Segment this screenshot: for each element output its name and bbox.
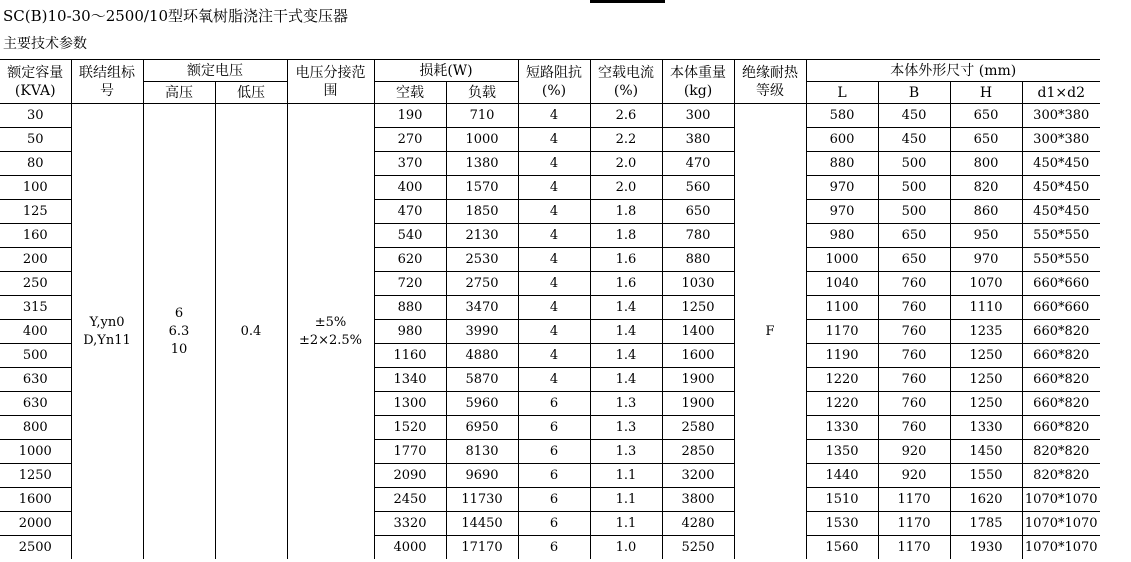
header-capacity: 额定容量 (KVA): [0, 60, 71, 104]
cell-dim-h: 650: [950, 104, 1022, 128]
cell-weight: 880: [662, 248, 734, 272]
cell-no-load-loss: 1160: [374, 344, 446, 368]
cell-no-load-loss: 470: [374, 200, 446, 224]
cell-no-load-current: 1.1: [590, 488, 662, 512]
cell-impedance: 6: [518, 464, 590, 488]
cell-no-load-loss: 1340: [374, 368, 446, 392]
section-subtitle: 主要技术参数: [3, 36, 87, 52]
cell-weight: 1400: [662, 320, 734, 344]
cell-dim-l: 1350: [806, 440, 878, 464]
cell-impedance: 4: [518, 248, 590, 272]
header-weight: 本体重量 (kg): [662, 60, 734, 104]
cell-dim-b: 760: [878, 392, 950, 416]
cell-dim-d: 660*820: [1022, 320, 1100, 344]
cell-weight: 470: [662, 152, 734, 176]
cell-dim-b: 650: [878, 224, 950, 248]
cell-dim-l: 1100: [806, 296, 878, 320]
cell-dim-h: 1235: [950, 320, 1022, 344]
cell-dim-d: 1070*1070: [1022, 488, 1100, 512]
cell-dim-b: 1170: [878, 536, 950, 560]
cell-weight: 380: [662, 128, 734, 152]
cell-load-loss: 2130: [446, 224, 518, 248]
cell-dim-l: 1170: [806, 320, 878, 344]
header-low-voltage: 低压: [215, 82, 287, 104]
cell-load-loss: 1850: [446, 200, 518, 224]
cell-no-load-current: 1.1: [590, 512, 662, 536]
cell-dim-b: 760: [878, 344, 950, 368]
cell-dim-d: 550*550: [1022, 248, 1100, 272]
cell-dim-h: 650: [950, 128, 1022, 152]
cell-no-load-current: 1.4: [590, 320, 662, 344]
cell-capacity: 30: [0, 104, 71, 128]
header-tap-range: 电压分接范 围: [287, 60, 374, 104]
cell-load-loss: 5870: [446, 368, 518, 392]
header-row-1: [0, 60, 1100, 82]
cell-dim-d: 1070*1070: [1022, 512, 1100, 536]
top-rule: [590, 0, 665, 3]
cell-dim-h: 1250: [950, 344, 1022, 368]
cell-dim-b: 500: [878, 176, 950, 200]
cell-dim-l: 970: [806, 176, 878, 200]
cell-dim-b: 920: [878, 464, 950, 488]
cell-dim-b: 450: [878, 104, 950, 128]
cell-no-load-current: 1.3: [590, 416, 662, 440]
cell-capacity: 200: [0, 248, 71, 272]
cell-dim-d: 660*820: [1022, 344, 1100, 368]
cell-no-load-current: 1.3: [590, 392, 662, 416]
cell-dim-d: 660*660: [1022, 296, 1100, 320]
cell-dim-d: 450*450: [1022, 200, 1100, 224]
cell-dim-h: 970: [950, 248, 1022, 272]
cell-capacity: 400: [0, 320, 71, 344]
cell-no-load-current: 2.0: [590, 152, 662, 176]
cell-no-load-loss: 1770: [374, 440, 446, 464]
cell-dim-l: 880: [806, 152, 878, 176]
cell-no-load-current: 1.6: [590, 248, 662, 272]
cell-capacity: 160: [0, 224, 71, 248]
cell-no-load-current: 2.2: [590, 128, 662, 152]
cell-dim-b: 650: [878, 248, 950, 272]
cell-dim-h: 820: [950, 176, 1022, 200]
cell-dim-h: 1330: [950, 416, 1022, 440]
cell-dim-h: 1250: [950, 392, 1022, 416]
cell-dim-d: 1070*1070: [1022, 536, 1100, 560]
cell-impedance: 4: [518, 200, 590, 224]
cell-no-load-loss: 620: [374, 248, 446, 272]
cell-no-load-loss: 1520: [374, 416, 446, 440]
cell-dim-b: 760: [878, 368, 950, 392]
cell-impedance: 4: [518, 296, 590, 320]
cell-dim-h: 1550: [950, 464, 1022, 488]
cell-capacity: 800: [0, 416, 71, 440]
page-title: SC(B)10-30～2500/10型环氧树脂浇注干式变压器: [3, 7, 349, 25]
cell-capacity: 500: [0, 344, 71, 368]
cell-impedance: 4: [518, 104, 590, 128]
cell-no-load-current: 1.1: [590, 464, 662, 488]
cell-dim-l: 1220: [806, 392, 878, 416]
header-no-load: 空载: [374, 82, 446, 104]
cell-dim-b: 1170: [878, 512, 950, 536]
header-dim-h: H: [950, 82, 1022, 104]
cell-capacity: 50: [0, 128, 71, 152]
cell-impedance: 4: [518, 128, 590, 152]
cell-load-loss: 710: [446, 104, 518, 128]
cell-impedance: 4: [518, 176, 590, 200]
cell-dim-d: 660*820: [1022, 392, 1100, 416]
cell-no-load-loss: 720: [374, 272, 446, 296]
cell-dim-b: 920: [878, 440, 950, 464]
cell-load-loss: 1000: [446, 128, 518, 152]
cell-capacity: 2500: [0, 536, 71, 560]
cell-dim-d: 660*660: [1022, 272, 1100, 296]
cell-dim-l: 1510: [806, 488, 878, 512]
cell-dim-h: 1250: [950, 368, 1022, 392]
cell-insulation: F: [734, 104, 806, 560]
cell-capacity: 1250: [0, 464, 71, 488]
cell-weight: 2850: [662, 440, 734, 464]
cell-dim-h: 1620: [950, 488, 1022, 512]
cell-no-load-current: 1.8: [590, 200, 662, 224]
cell-capacity: 100: [0, 176, 71, 200]
cell-dim-d: 820*820: [1022, 440, 1100, 464]
cell-impedance: 4: [518, 344, 590, 368]
cell-dim-b: 500: [878, 200, 950, 224]
cell-no-load-current: 1.6: [590, 272, 662, 296]
cell-load-loss: 3470: [446, 296, 518, 320]
cell-weight: 780: [662, 224, 734, 248]
cell-no-load-current: 2.6: [590, 104, 662, 128]
cell-dim-l: 1190: [806, 344, 878, 368]
cell-no-load-current: 1.0: [590, 536, 662, 560]
cell-impedance: 6: [518, 512, 590, 536]
cell-no-load-loss: 880: [374, 296, 446, 320]
cell-weight: 3200: [662, 464, 734, 488]
cell-dim-b: 760: [878, 416, 950, 440]
cell-load-loss: 8130: [446, 440, 518, 464]
header-loss: 损耗(W): [374, 60, 518, 82]
cell-weight: 560: [662, 176, 734, 200]
cell-weight: 650: [662, 200, 734, 224]
cell-weight: 5250: [662, 536, 734, 560]
cell-dim-l: 1560: [806, 536, 878, 560]
header-insulation: 绝缘耐热 等级: [734, 60, 806, 104]
cell-dim-l: 1220: [806, 368, 878, 392]
cell-weight: 1900: [662, 392, 734, 416]
cell-dim-d: 660*820: [1022, 416, 1100, 440]
cell-no-load-loss: 370: [374, 152, 446, 176]
cell-load-loss: 3990: [446, 320, 518, 344]
cell-no-load-loss: 1300: [374, 392, 446, 416]
cell-weight: 1250: [662, 296, 734, 320]
cell-load-loss: 1380: [446, 152, 518, 176]
header-high-voltage: 高压: [143, 82, 215, 104]
cell-capacity: 250: [0, 272, 71, 296]
cell-dim-l: 1040: [806, 272, 878, 296]
cell-dim-h: 1450: [950, 440, 1022, 464]
header-dim-d: d1×d2: [1022, 82, 1100, 104]
cell-dim-l: 1440: [806, 464, 878, 488]
cell-low-voltage: 0.4: [215, 104, 287, 560]
cell-dim-l: 1530: [806, 512, 878, 536]
cell-dim-b: 1170: [878, 488, 950, 512]
header-dimensions: 本体外形尺寸 (mm): [806, 60, 1100, 82]
cell-dim-d: 450*450: [1022, 176, 1100, 200]
cell-dim-h: 1785: [950, 512, 1022, 536]
cell-weight: 1600: [662, 344, 734, 368]
cell-dim-h: 1110: [950, 296, 1022, 320]
cell-dim-d: 550*550: [1022, 224, 1100, 248]
cell-capacity: 125: [0, 200, 71, 224]
cell-dim-b: 760: [878, 320, 950, 344]
cell-dim-l: 600: [806, 128, 878, 152]
cell-load-loss: 14450: [446, 512, 518, 536]
cell-dim-h: 800: [950, 152, 1022, 176]
cell-dim-d: 820*820: [1022, 464, 1100, 488]
cell-capacity: 630: [0, 392, 71, 416]
cell-tap-range: ±5% ±2×2.5%: [287, 104, 374, 560]
cell-no-load-loss: 190: [374, 104, 446, 128]
cell-dim-b: 450: [878, 128, 950, 152]
cell-capacity: 1000: [0, 440, 71, 464]
header-impedance: 短路阻抗 (%): [518, 60, 590, 104]
header-connection: 联结组标 号: [71, 60, 143, 104]
cell-dim-h: 860: [950, 200, 1022, 224]
cell-no-load-loss: 980: [374, 320, 446, 344]
cell-capacity: 315: [0, 296, 71, 320]
table-row: [0, 104, 1100, 128]
cell-no-load-loss: 3320: [374, 512, 446, 536]
cell-dim-h: 950: [950, 224, 1022, 248]
cell-weight: 300: [662, 104, 734, 128]
header-load: 负载: [446, 82, 518, 104]
header-dim-l: L: [806, 82, 878, 104]
cell-load-loss: 2750: [446, 272, 518, 296]
cell-load-loss: 11730: [446, 488, 518, 512]
cell-no-load-current: 1.8: [590, 224, 662, 248]
cell-dim-d: 660*820: [1022, 368, 1100, 392]
cell-dim-d: 300*380: [1022, 128, 1100, 152]
cell-dim-l: 1000: [806, 248, 878, 272]
cell-capacity: 80: [0, 152, 71, 176]
cell-dim-b: 760: [878, 296, 950, 320]
cell-no-load-current: 1.4: [590, 344, 662, 368]
cell-capacity: 2000: [0, 512, 71, 536]
cell-dim-l: 970: [806, 200, 878, 224]
cell-impedance: 4: [518, 224, 590, 248]
cell-impedance: 6: [518, 416, 590, 440]
cell-dim-b: 760: [878, 272, 950, 296]
cell-load-loss: 4880: [446, 344, 518, 368]
cell-impedance: 4: [518, 320, 590, 344]
header-dim-b: B: [878, 82, 950, 104]
cell-capacity: 1600: [0, 488, 71, 512]
cell-impedance: 6: [518, 392, 590, 416]
cell-weight: 3800: [662, 488, 734, 512]
cell-impedance: 6: [518, 440, 590, 464]
cell-load-loss: 1570: [446, 176, 518, 200]
cell-no-load-current: 1.4: [590, 296, 662, 320]
cell-dim-h: 1070: [950, 272, 1022, 296]
cell-connection: Y,yn0 D,Yn11: [71, 104, 143, 560]
cell-load-loss: 6950: [446, 416, 518, 440]
cell-no-load-loss: 2450: [374, 488, 446, 512]
cell-load-loss: 5960: [446, 392, 518, 416]
cell-weight: 1900: [662, 368, 734, 392]
header-no-load-current: 空载电流 (%): [590, 60, 662, 104]
cell-dim-d: 450*450: [1022, 152, 1100, 176]
cell-dim-b: 500: [878, 152, 950, 176]
cell-load-loss: 9690: [446, 464, 518, 488]
cell-no-load-loss: 540: [374, 224, 446, 248]
cell-high-voltage: 6 6.3 10: [143, 104, 215, 560]
cell-no-load-loss: 4000: [374, 536, 446, 560]
cell-weight: 4280: [662, 512, 734, 536]
cell-impedance: 6: [518, 488, 590, 512]
cell-dim-l: 580: [806, 104, 878, 128]
cell-dim-l: 980: [806, 224, 878, 248]
cell-impedance: 6: [518, 536, 590, 560]
cell-load-loss: 17170: [446, 536, 518, 560]
spec-table: [0, 59, 1100, 559]
cell-weight: 2580: [662, 416, 734, 440]
cell-dim-d: 300*380: [1022, 104, 1100, 128]
header-rated-voltage: 额定电压: [143, 60, 287, 82]
cell-capacity: 630: [0, 368, 71, 392]
cell-impedance: 4: [518, 152, 590, 176]
cell-no-load-current: 1.3: [590, 440, 662, 464]
cell-weight: 1030: [662, 272, 734, 296]
cell-no-load-current: 1.4: [590, 368, 662, 392]
cell-no-load-loss: 400: [374, 176, 446, 200]
cell-no-load-current: 2.0: [590, 176, 662, 200]
cell-load-loss: 2530: [446, 248, 518, 272]
cell-dim-l: 1330: [806, 416, 878, 440]
cell-dim-h: 1930: [950, 536, 1022, 560]
cell-no-load-loss: 270: [374, 128, 446, 152]
cell-impedance: 4: [518, 368, 590, 392]
cell-no-load-loss: 2090: [374, 464, 446, 488]
cell-impedance: 4: [518, 272, 590, 296]
